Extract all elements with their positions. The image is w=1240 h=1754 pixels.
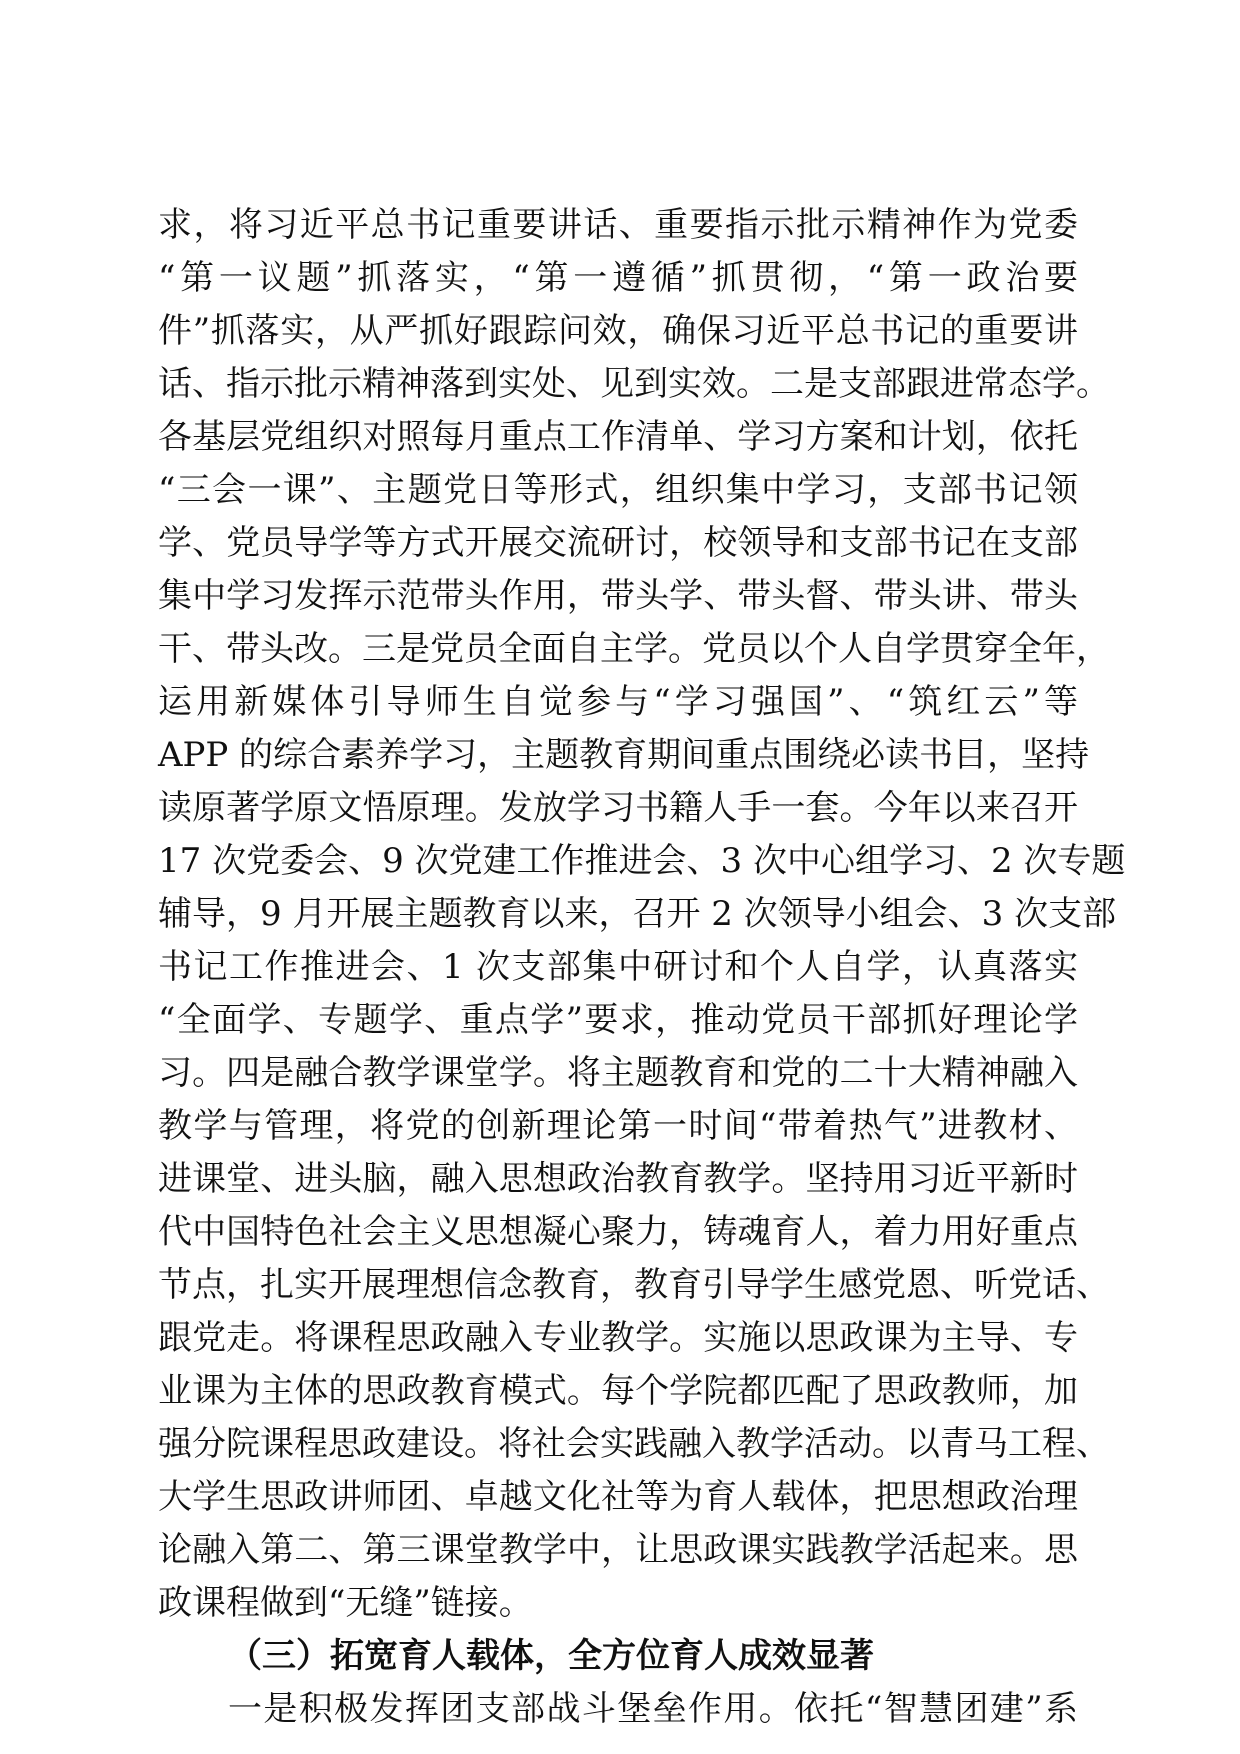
body-line: 强分院课程思政建设。将社会实践融入教学活动。以青马工程、 bbox=[158, 1424, 1110, 1464]
body-line: 读原著学原文悟原理。发放学习书籍人手一套。今年以来召开 bbox=[158, 788, 1078, 828]
body-line: 求，将习近平总书记重要讲话、重要指示批示精神作为党委 bbox=[158, 205, 1078, 245]
body-line: “三会一课”、主题党日等形式，组织集中学习，支部书记领 bbox=[158, 470, 1078, 510]
body-line: 各基层党组织对照每月重点工作清单、学习方案和计划，依托 bbox=[158, 417, 1078, 457]
body-line: 17 次党委会、9 次党建工作推进会、3 次中心组学习、2 次专题 bbox=[158, 841, 1126, 881]
body-line: 政课程做到“无缝”链接。 bbox=[158, 1583, 533, 1623]
body-line: 论融入第二、第三课堂教学中，让思政课实践教学活起来。思 bbox=[158, 1530, 1078, 1570]
body-line: 教学与管理，将党的创新理论第一时间“带着热气”进教材、 bbox=[158, 1106, 1078, 1146]
body-line: 业课为主体的思政教育模式。每个学院都匹配了思政教师，加 bbox=[158, 1371, 1078, 1411]
body-line: 一是积极发挥团支部战斗堡垒作用。依托“智慧团建”系 bbox=[228, 1689, 1078, 1729]
body-line: 书记工作推进会、1 次支部集中研讨和个人自学，认真落实 bbox=[158, 947, 1078, 987]
body-line: 节点，扎实开展理想信念教育，教育引导学生感党恩、听党话、 bbox=[158, 1265, 1110, 1305]
body-line: 习。四是融合教学课堂学。将主题教育和党的二十大精神融入 bbox=[158, 1053, 1078, 1093]
body-line: 跟党走。将课程思政融入专业教学。实施以思政课为主导、专 bbox=[158, 1318, 1078, 1358]
body-line: 大学生思政讲师团、卓越文化社等为育人载体，把思想政治理 bbox=[158, 1477, 1078, 1517]
body-line: 辅导，9 月开展主题教育以来，召开 2 次领导小组会、3 次支部 bbox=[158, 894, 1117, 934]
body-line: 话、指示批示精神落到实处、见到实效。二是支部跟进常态学。 bbox=[158, 364, 1110, 404]
body-line: 集中学习发挥示范带头作用，带头学、带头督、带头讲、带头 bbox=[158, 576, 1078, 616]
body-line: 代中国特色社会主义思想凝心聚力，铸魂育人，着力用好重点 bbox=[158, 1212, 1078, 1252]
body-line: 学、党员导学等方式开展交流研讨，校领导和支部书记在支部 bbox=[158, 523, 1078, 563]
body-line: 进课堂、进头脑，融入思想政治教育教学。坚持用习近平新时 bbox=[158, 1159, 1078, 1199]
body-line: “第一议题”抓落实，“第一遵循”抓贯彻，“第一政治要 bbox=[158, 258, 1078, 298]
body-line: 运用新媒体引导师生自觉参与“学习强国”、“筑红云”等 bbox=[158, 682, 1078, 722]
section-heading: （三）拓宽育人载体，全方位育人成效显著 bbox=[228, 1636, 874, 1676]
body-line: 干、带头改。三是党员全面自主学。党员以个人自学贯穿全年， bbox=[158, 629, 1110, 669]
body-line: 件”抓落实，从严抓好跟踪问效，确保习近平总书记的重要讲 bbox=[158, 311, 1078, 351]
body-line: APP 的综合素养学习，主题教育期间重点围绕必读书目，坚持 bbox=[158, 735, 1090, 775]
body-line: “全面学、专题学、重点学”要求，推动党员干部抓好理论学 bbox=[158, 1000, 1078, 1040]
